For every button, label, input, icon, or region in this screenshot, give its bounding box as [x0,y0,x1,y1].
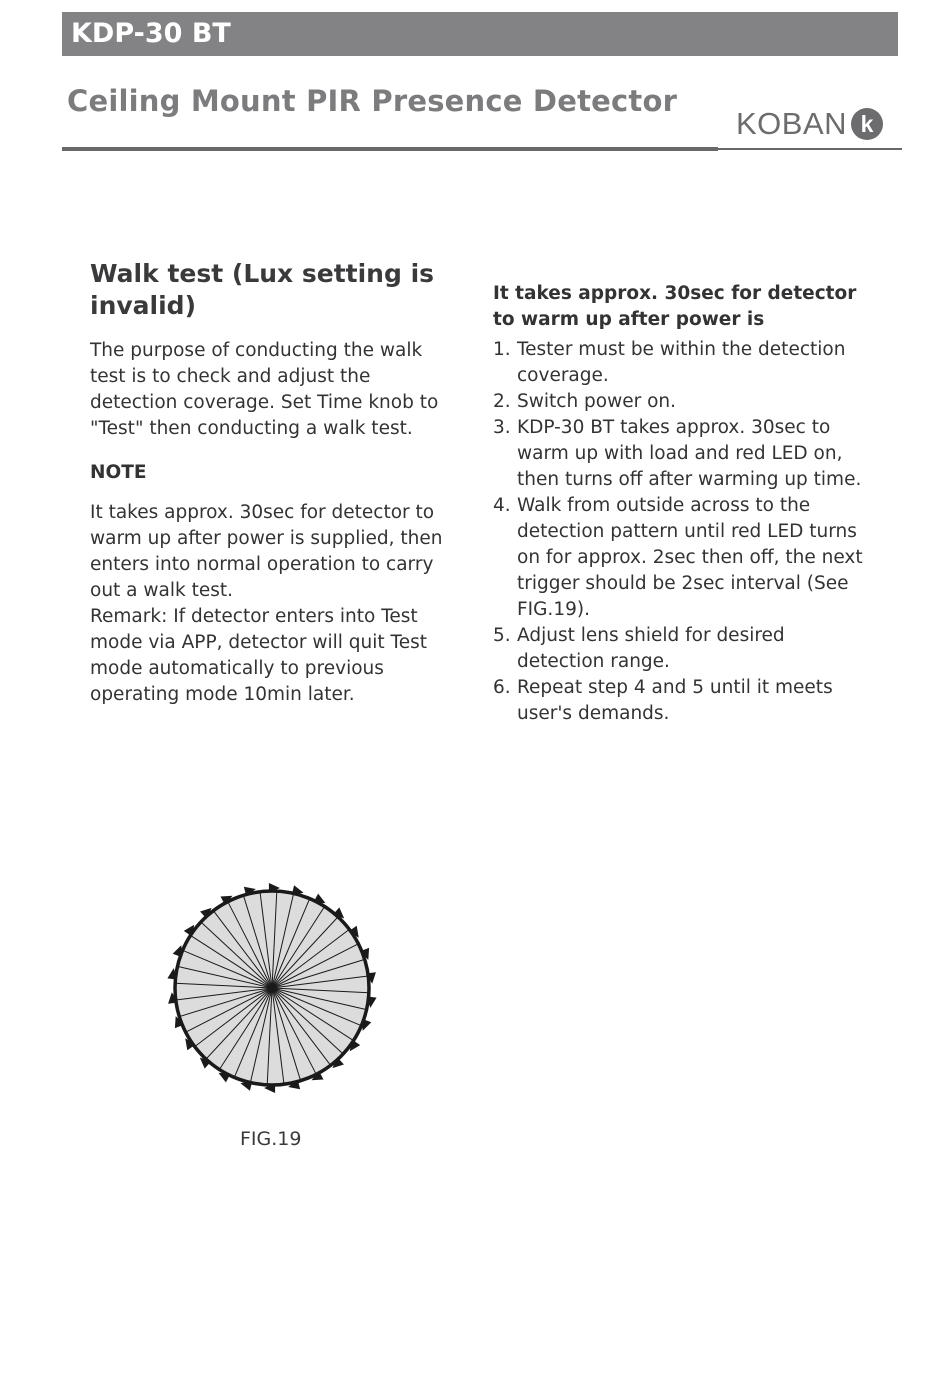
figure-caption: FIG.19 [240,1128,302,1150]
brand-name: KOBAN [736,106,848,141]
list-item [493,675,868,727]
walk-direction-arrow-icon [362,1019,371,1031]
step-list [493,337,868,727]
procedure-section [493,281,868,727]
step-number: 4. [493,495,511,516]
product-title: Ceiling Mount PIR Presence Detector [67,84,678,118]
step-text: Repeat step 4 and 5 until it meets user's demands. [517,677,833,724]
step-text: Switch power on. [517,391,677,412]
step-number: 6. [493,677,511,698]
list-item [493,623,868,675]
walk-test-section [90,258,470,708]
step-number: 2. [493,391,511,412]
step-number: 3. [493,417,511,438]
walk-direction-arrow-icon [219,1073,231,1083]
step-text: KDP-30 BT takes approx. 30sec to warm up with load and red LED on, then turns off after warming up time. [517,417,862,490]
step-number: 5. [493,625,511,646]
koban-k-icon [850,107,884,141]
sensor-center [269,985,275,991]
note-text: It takes approx. 30sec for detector to warm up after power is supplied, then enters into normal operation to carry out a walk test. [90,502,443,601]
step-text: Adjust lens shield for desired detection range. [517,625,785,672]
remark-text: Remark: If detector enters into Test mode via APP, detector will quit Test mode automatically to previous operating mode 10min later. [90,606,427,705]
note-body [90,500,460,708]
step-text: Walk from outside across to the detection pattern until red LED turns on for approx. 2sec then off, the next trigger should be 2sec interval (See FIG.19). [517,495,863,620]
header-rule [62,147,718,151]
model-header-bar [62,12,898,56]
walk-direction-arrow-icon [173,945,182,957]
list-item [493,389,868,415]
brand-logo [736,104,884,144]
step-text: Tester must be within the detection coverage. [517,339,846,386]
note-label: NOTE [90,462,147,483]
list-item [493,415,868,493]
step-number: 1. [493,339,511,360]
intro-paragraph: The purpose of conducting the walk test is to check and adjust the detection coverage. Set Time knob to "Test" then conducting a walk test. [90,340,439,439]
walk-direction-arrow-icon [292,885,304,895]
list-item [493,337,868,389]
list-item [493,493,868,623]
brand-mark-letter: k [860,111,874,137]
detection-pattern-diagram [158,872,386,1104]
header-rule-thin [718,148,902,150]
walk-direction-arrow-icon [240,1081,252,1091]
model-name: KDP-30 BT [71,18,231,49]
section-title: Walk test (Lux setting is invalid) [90,259,435,320]
walk-direction-arrow-icon [313,894,325,904]
procedure-heading: It takes approx. 30sec for detector to warm up after power is [493,283,857,330]
